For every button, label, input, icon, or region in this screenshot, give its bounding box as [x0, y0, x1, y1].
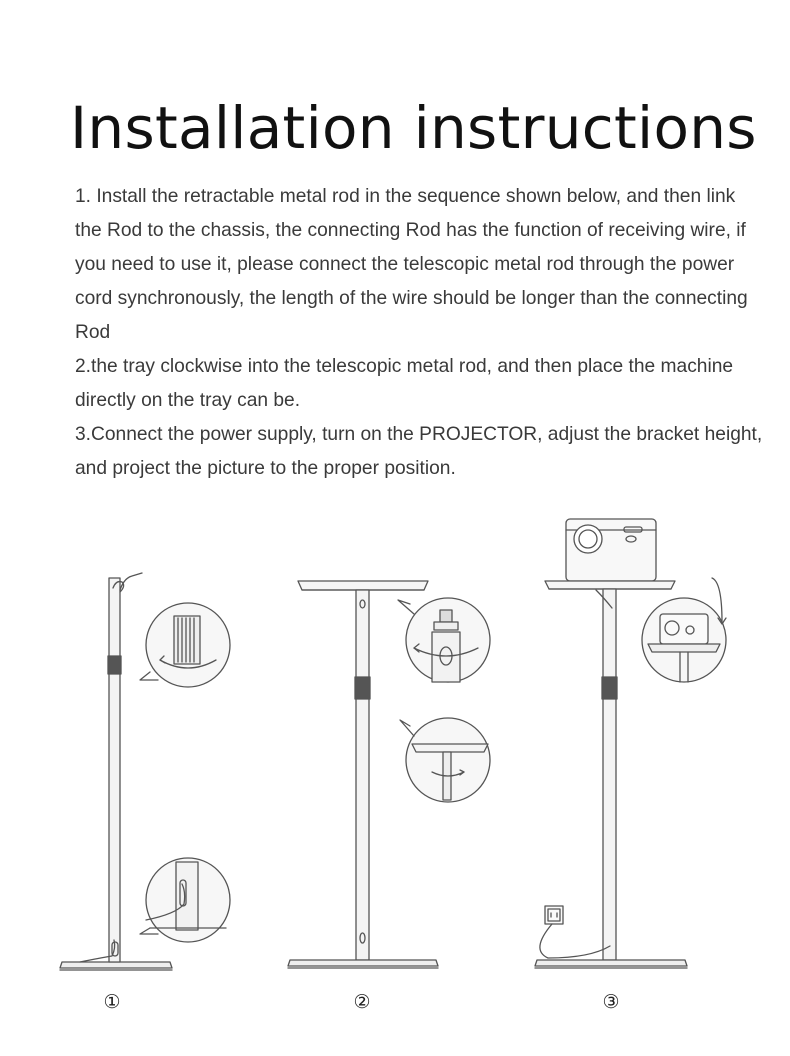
stand-3-rod [603, 589, 616, 960]
step-number-1: ① [103, 991, 121, 1013]
stand-2-tray [298, 581, 428, 590]
step-number-3: ③ [602, 991, 620, 1013]
stand-3-collar [602, 677, 617, 699]
page-title: Installation instructions [70, 94, 757, 162]
instruction-step-2: 2.the tray clockwise into the telescopic metal rod, and then place the machine directly on the tray can be. [75, 356, 734, 411]
stand-1-rod [109, 578, 120, 962]
stand-2-illustration [288, 581, 490, 968]
instruction-step-1: 1. Install the retractable metal rod in the sequence shown below, and then link the Rod to the chassis, the connecting Rod has the function of receiving wire, if you need to use it, please connect the telescopic metal rod through the power cord synchronously, the length of the wire should be longer than the connecting Rod [75, 186, 748, 343]
stand-1-collar [108, 656, 121, 674]
stand-1-cable-clip-detail-circle [140, 858, 230, 942]
stand-3-projector-detail-circle [642, 578, 726, 682]
stand-3-wall-socket [545, 906, 563, 924]
stand-1-thread-detail-circle [140, 603, 230, 687]
stand-2-rod [356, 590, 369, 960]
stand-3-projector [566, 519, 656, 581]
stand-3-base [535, 960, 687, 968]
stand-2-screw-detail-circle [398, 598, 490, 682]
stand-3-illustration [535, 519, 726, 968]
installation-illustrations [0, 505, 790, 985]
stand-3-tray [545, 581, 675, 589]
instruction-step-3: 3.Connect the power supply, turn on the PROJECTOR, adjust the bracket height, and project the picture to the proper position. [75, 424, 763, 479]
stand-2-collar [355, 677, 370, 699]
stand-1-base [60, 962, 172, 970]
stand-2-tray-twist-detail-circle [400, 718, 490, 802]
instructions-text [75, 180, 765, 486]
stand-3-power-cable [540, 924, 610, 958]
stand-2-base [288, 960, 438, 968]
step-number-2: ② [353, 991, 371, 1013]
stand-1-illustration [60, 573, 230, 970]
